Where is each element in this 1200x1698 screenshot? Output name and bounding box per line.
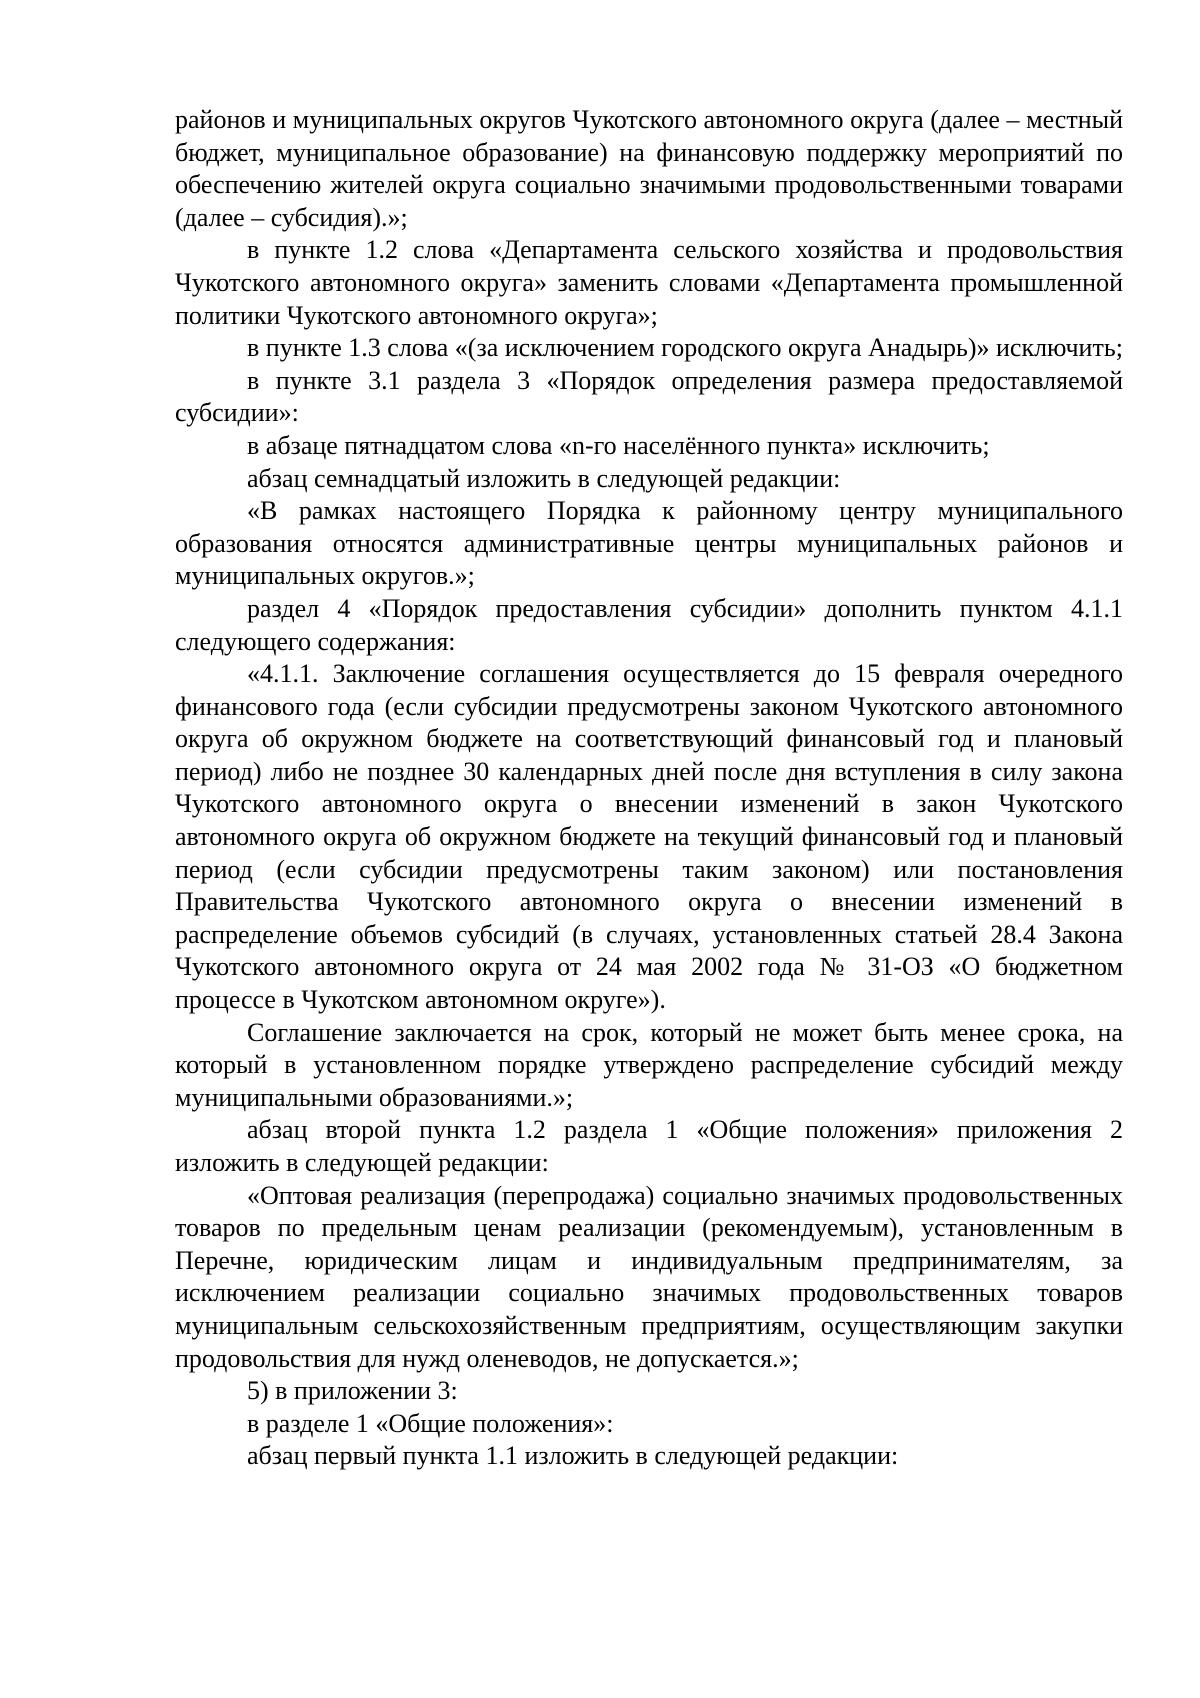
paragraph: в пункте 3.1 раздела 3 «Порядок определения размера предоставляемой субсидии»: bbox=[175, 365, 1123, 428]
document-page bbox=[175, 104, 1123, 1473]
paragraph: районов и муниципальных округов Чукотского автономного округа (далее – местный бюджет, муниципальное образование) на финансовую поддержку мероприятий по обеспечению жителей округа социально значимыми продовольственными товарами (далее – субсидия).»; bbox=[175, 105, 1123, 232]
paragraph: «4.1.1. Заключение соглашения осуществляется до 15 февраля очередного финансового года (если субсидии предусмотрены законом Чукотского автономного округа об окружном бюджете на соответствующий финансовый год и плановый период) либо не позднее 30 календарных дней после дня вступления в силу закона Чукотского автономного округа о внесении изменений в закон Чукотского автономного округа об окружном бюджете на текущий финансовый год и плановый период (если субсидии предусмотрены таким законом) или постановления Правительства Чукотского автономного округа о внесении изменений в распределение объемов субсидий (в случаях, установленных статьей 28.4 Закона Чукотского автономного округа от 24 мая 2002 года № 31-ОЗ «О бюджетном процессе в Чукотском автономном округе»). bbox=[175, 659, 1123, 1015]
paragraph: в абзаце пятнадцатом слова «n-го населённого пункта» исключить; bbox=[247, 430, 990, 460]
paragraph: «В рамках настоящего Порядка к районному центру муниципального образования относятся административные центры муниципальных районов и муниципальных округов.»; bbox=[175, 496, 1123, 591]
paragraph: Соглашение заключается на срок, который не может быть менее срока, на который в установленном порядке утверждено распределение субсидий между муниципальными образованиями.»; bbox=[175, 1017, 1123, 1112]
paragraph: «Оптовая реализация (перепродажа) социально значимых продовольственных товаров по предельным ценам реализации (рекомендуемым), установленным в Перечне, юридическим лицам и индивидуальным предпринимателям, за исключением реализации социально значимых продовольственных товаров муниципальным сельскохозяйственным предприятиям, осуществляющим закупки продовольствия для нужд оленеводов, не допускается.»; bbox=[175, 1180, 1123, 1373]
paragraph: абзац семнадцатый изложить в следующей редакции: bbox=[247, 463, 841, 493]
paragraph: в пункте 1.2 слова «Департамента сельского хозяйства и продовольствия Чукотского автономного округа» заменить словами «Департамента промышленной политики Чукотского автономного округа»; bbox=[175, 235, 1123, 330]
paragraph: абзац первый пункта 1.1 изложить в следующей редакции: bbox=[247, 1441, 899, 1471]
paragraph: абзац второй пункта 1.2 раздела 1 «Общие положения» приложения 2 изложить в следующей редакции: bbox=[175, 1115, 1123, 1177]
paragraph: раздел 4 «Порядок предоставления субсидии» дополнить пунктом 4.1.1 следующего содержания: bbox=[175, 593, 1123, 656]
paragraph: в пункте 1.3 слова «(за исключением городского округа Анадырь)» исключить; bbox=[247, 333, 1123, 363]
paragraph: в разделе 1 «Общие положения»: bbox=[247, 1408, 614, 1438]
paragraph: 5) в приложении 3: bbox=[247, 1376, 458, 1406]
